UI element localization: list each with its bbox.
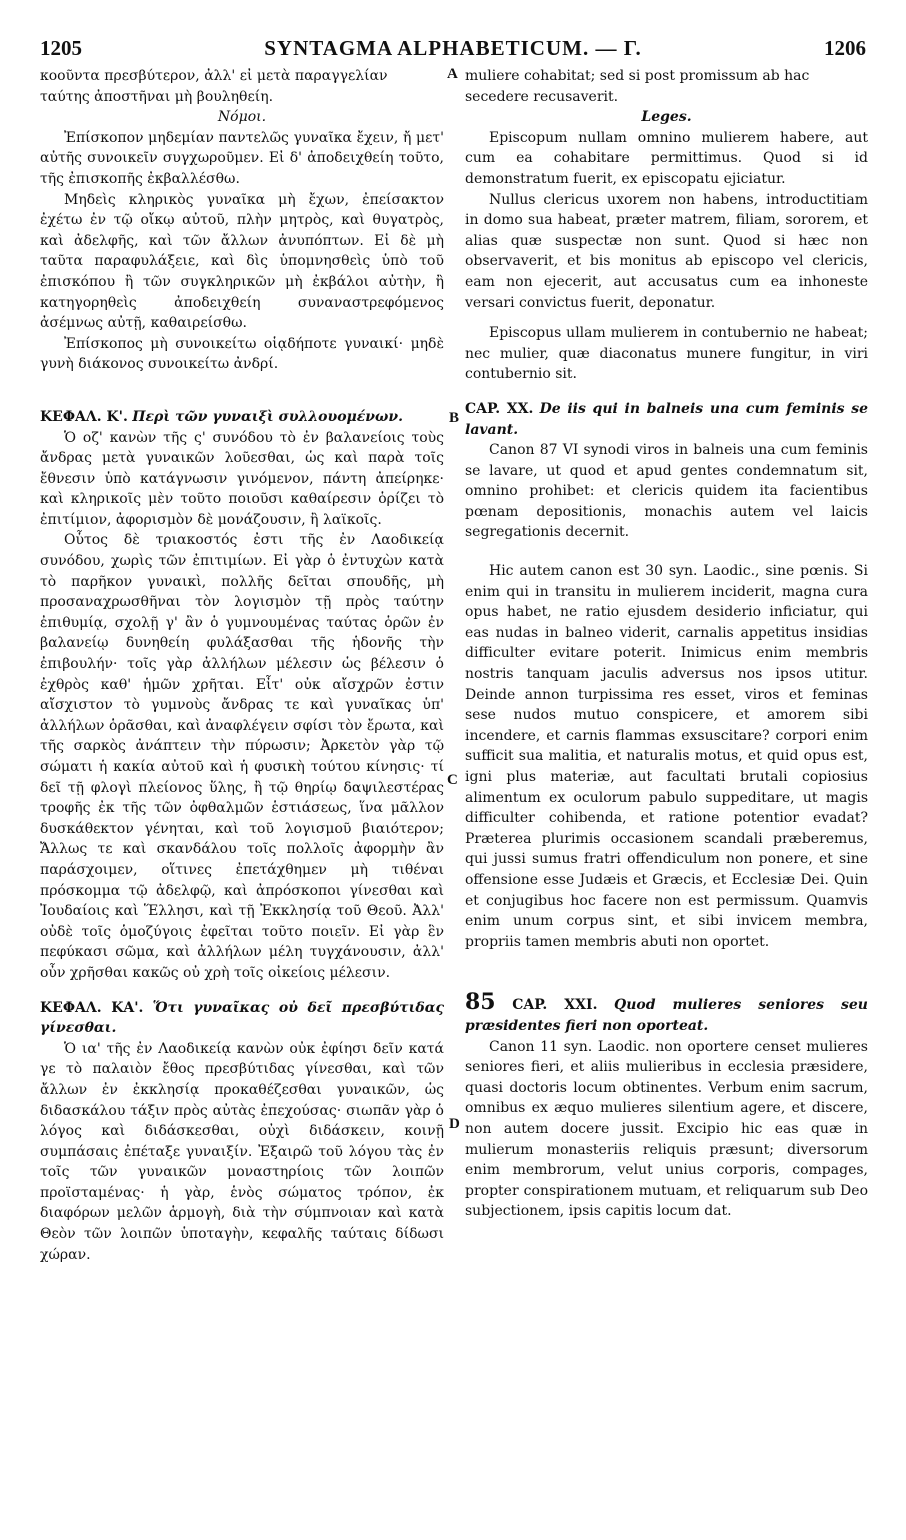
- latin-chapter-label: CAP. XXI.: [512, 997, 598, 1014]
- latin-section-heading: Leges.: [641, 109, 692, 126]
- latin-paragraph: Nullus clericus uxorem non habens, introductitiam in domo sua habeat, præter matrem, filiam, sororem, et alias quæ suspectæ non sunt. Quod si hæc non observaverit, et bis monitus ab episcopo vel clericis, eam non ejecerit, aut accusatus cum ea inhoneste versari convictus fuerit, deponatur.: [465, 191, 868, 311]
- page-header: [40, 36, 866, 62]
- latin-chapter-label: CAP. XX.: [465, 400, 534, 417]
- greek-paragraph: Ὁ οζ' κανὼν τῆς ς' συνόδου τὸ ἐν βαλανείοις τοὺς ἄνδρας μετὰ γυναικῶν λοῦεσθαι, ὡς καὶ παρὰ τοῖς ἔθνεσιν ὑπὸ κατάγνωσιν γινόμενον, πάντη ἀπείρηκε· καὶ κληρικοῖς μὲν τοῦτο ποιοῦσι καθαίρεσιν ὁρίζει τὸ ἐπιτίμιον, ἀφορισμὸν δὲ μονάζουσιν, ἢ λαϊκοῖς.: [40, 429, 444, 528]
- margin-marker-d: D: [449, 1116, 460, 1132]
- page-number-right: 1206: [824, 36, 866, 60]
- latin-line: muliere cohabitat; sed si post promissum ab hac: [465, 68, 810, 84]
- greek-section-heading: Νόμοι.: [217, 109, 267, 126]
- page-number-left: 1205: [40, 36, 82, 60]
- greek-chapter-title: Περὶ τῶν γυναιξὶ συλλουομένων.: [132, 408, 403, 425]
- latin-chapter-heading: [465, 989, 868, 1036]
- latin-line: secedere recusaverit.: [465, 88, 619, 105]
- running-title: SYNTAGMA ALPHABETICUM. — Γ.: [264, 36, 642, 60]
- margin-marker-a: A: [447, 66, 458, 82]
- latin-paragraph: Episcopus ullam mulierem in contubernio ne habeat; nec mulier, quæ diaconatus munere fungitur, in viri contubernio sit.: [465, 325, 868, 383]
- greek-paragraph: Ἐπίσκοπος μὴ συνοικείτω οἱᾳδήποτε γυναικί· μηδὲ γυνὴ διάκονος συνοικείτω ἀνδρί.: [40, 335, 444, 373]
- greek-chapter-title: Ὅτι γυναῖκας οὐ δεῖ πρεσβύτιδας γίνεσθαι.: [40, 999, 444, 1037]
- latin-paragraph: Episcopum nullam omnino mulierem habere, aut cum ea cohabitare permittimus. Quod si id demonstratum fuerit, ex episcopatu ejiciatur.: [465, 129, 868, 187]
- latin-chapter-title: Quod mulieres seniores seu præsidentes fieri non oporteat.: [465, 997, 868, 1034]
- latin-paragraph: Hic autem canon est 30 syn. Laodic., sine pœnis. Si enim qui in transitu in mulierem inciderit, magna cura opus habet, ne ratio ejusdem desiderio inficiatur, qui eas nudas in balneo viderit, carnalis appetitus insidias difficulter evitare poterit. Inimicus enim membris nostris tanquam jaculis adversus nos ipsos utitur. Deinde annon turpissima res esset, viros et feminas sese nudos mutuo conspicere, et amorem sibi incendere, et carnis flammas exsuscitare? corpori enim sufficit sua malitia, et naturalis motus, et quid opus est, igni plus materiæ, aut facultati brutali copiosius alimentum ex oculorum pabulo suppeditare, ut magis difficulter cohibenda, et ratione potentior evadat? Præterea plurimis occasionem scandali præberemus, qui jussi sumus fratri offendiculum non ponere, et sine offensione esse Judæis et Græcis, et Ecclesiæ Dei. Quin et conjugibus hoc facere non est permissum. Quamvis enim unum corpus sint, et sibi invicem membra, propriis tamen membris abuti non oportet.: [465, 563, 868, 950]
- latin-paragraph: Canon 11 syn. Laodic. non oportere censet mulieres seniores fieri, et aliis mulieribus in ecclesia præsidere, quasi doctoris locum obtinentes. Verbum enim sacrum, omnibus ex æquo mulieres silentium agere, et discere, non autem docere jussit. Excipio hic eas quæ in mulierum monasteriis reliquis præsunt; diversorum enim membrorum, velut unius corporis, compages, propter conspirationem mutuam, et reliquarum sub Deo subjectionem, ipsis capitis locum dat.: [465, 1038, 868, 1220]
- latin-chapter-heading: [465, 399, 868, 440]
- greek-paragraph: Οὗτος δὲ τριακοστός ἐστι τῆς ἐν Λαοδικείᾳ συνόδου, χωρὶς τῶν ἐπιτιμίων. Εἰ γὰρ ὁ ἐντυχὼν κατὰ τὸ παρῆκον γυναικὶ, πολλῆς δεῖται σπουδῆς, μὴ προσαναχρωσθῆναι τὸν λογισμὸν τῇ πρὸς ταύτην ἐπιθυμίᾳ, σχολῇ γ' ἂν ὁ γυμνουμένας ταύτας ὁρῶν ἐν βαλανείῳ δυνηθείη φυλάξασθαι τῆς ἡδονῆς τὴν ἐπιβουλήν· τοῖς γὰρ ἀλλήλων μέλεσιν ὡς βέλεσιν ὁ ἐχθρὸς καθ' ἡμῶν χρῆται. Εἶτ' οὐκ αἴσχρῶν ἐστιν αἴσχιστον τὸ γυμνοὺς ἄνδρας τε καὶ γυναῖκας ὑπ' ἀλλήλων ὁρᾶσθαι, καὶ ἀναφλέγειν σφίσι τὸν ἔρωτα, καὶ τῆς σαρκὸς ἀνάπτειν τὴν πύρωσιν; Ἀρκετὸν γὰρ τῷ σώματι ἡ κακία αὐτοῦ καὶ ἡ φυσικὴ τούτου κίνησις· τί δεῖ τῇ φλογὶ πλείονος ὕλης, ἢ τῷ θηρίῳ δαψιλεστέρας τροφῆς ἐκ τῆς τῶν ὀφθαλμῶν ἑστιάσεως, ἵνα μᾶλλον δυσκάθεκτον γένηται, καὶ τοῦ λογισμοῦ βιαιότερον; Ἄλλως τε καὶ σκανδάλου τοῖς πολλοῖς ἀφορμὴν ἂν παράσχοιμεν, οἵτινες ἐπετάχθημεν μὴ τιθέναι πρόσκομμα τῷ ἀδελφῷ, καὶ ἀπρόσκοποι γίνεσθαι καὶ Ἰουδαίοις καὶ Ἕλλησι, καὶ τῇ Ἐκκλησίᾳ τοῦ Θεοῦ. Ἀλλ' οὐδὲ τοῖς ὁμοζύγοις ἐφεῖται τοῦτο ποιεῖν. Εἰ γὰρ ἓν πεφύκασι σῶμα, καὶ ἀλλήλων μέλη τυγχάνουσιν, ἀλλ' οὖν χρῆσθαι κακῶς οὐ χρὴ τοῖς οἰκείοις μέλεσιν.: [40, 532, 444, 981]
- latin-column: [465, 66, 868, 1222]
- greek-chapter-heading: [40, 998, 444, 1039]
- greek-paragraph: Ἐπίσκοπον μηδεμίαν παντελῶς γυναῖκα ἔχειν, ἤ μετ' αὐτῆς συνοικεῖν συγχωροῦμεν. Εἰ δ' ἀποδειχθείη τοῦτο, τῆς ἐπισκοπῆς ἐκβαλλέσθω.: [40, 129, 444, 187]
- greek-column: [40, 66, 444, 1265]
- greek-line: ταύτης ἀποστῆναι μὴ βουληθείη.: [40, 88, 274, 105]
- latin-chapter-title: De iis qui in balneis una cum feminis se lavant.: [465, 400, 869, 438]
- greek-chapter-heading: [40, 407, 444, 428]
- margin-marker-c: C: [447, 772, 458, 788]
- greek-paragraph: Ὁ ια' τῆς ἐν Λαοδικείᾳ κανὼν οὐκ ἐφίησι δεῖν κατά γε τὸ παλαιὸν ἔθος πρεσβύτιδας γίνεσθαι, καὶ τῶν ἄλλων ἐν ἐκκλησίᾳ προκαθέζεσθαι γυναικῶν, ὡς διδασκάλου τάξιν πρὸς αὐτὰς ἐπεχούσας· σιωπᾶν γὰρ ὁ λόγος καὶ διδάσκεσθαι, οὐχὶ διδάσκειν, κοινῇ συμπάσαις ἐπέταξε γυναιξίν. Ἐξαιρῶ τοῦ λόγου τὰς ἐν τοῖς τῶν γυναικῶν μοναστηρίοις τῶν λοιπῶν προϊσταμένας· ἡ γὰρ, ἑνὸς σώματος τρόπον, ἐκ διαφόρων μελῶν ἁρμογὴ, διὰ τὴν σύμπνοιαν καὶ κατὰ Θεὸν τῶν λοιπῶν ὑποταγὴν, κεφαλῆς ταύταις δίδωσι χώραν.: [40, 1040, 444, 1263]
- greek-chapter-label: ΚΕΦΑΛ. Κ'.: [40, 408, 128, 425]
- column-number: 85: [465, 989, 496, 1016]
- greek-paragraph: Μηδεὶς κληρικὸς γυναῖκα μὴ ἔχων, ἐπείσακτον ἐχέτω ἐν τῷ οἴκῳ αὐτοῦ, πλὴν μητρὸς, καὶ θυγατρὸς, καὶ ἀδελφῆς, καὶ τῶν ἄλλων ἀνυπόπτων. Εἰ δὲ μὴ ταῦτα παραφυλάξειε, καὶ δὶς ὑπομνησθεὶς ὑπὸ τοῦ ἐπισκόπου ἢ τῶν συγκληρικῶν μὴ ἐκβάλοι αὐτὴν, ἢ κατηγορηθεὶς ἀποδειχθείη συναναστρεφόμενος ἀσέμνως αὐτῇ, καθαιρείσθω.: [40, 191, 444, 332]
- greek-line: κοοῦντα πρεσβύτερον, ἀλλ' εἰ μετὰ παραγγελίαν: [40, 68, 388, 84]
- margin-marker-b: B: [449, 410, 460, 426]
- greek-chapter-label: ΚΕΦΑΛ. ΚΑ'.: [40, 999, 144, 1016]
- latin-paragraph: Canon 87 VI synodi viros in balneis una cum feminis se lavare, ut quod et apud gentes condemnatum sit, omnino prohibet: et clericis quidem ita facientibus pœnam depositionis, monachis autem vel laicis segregationis decernit.: [465, 442, 868, 541]
